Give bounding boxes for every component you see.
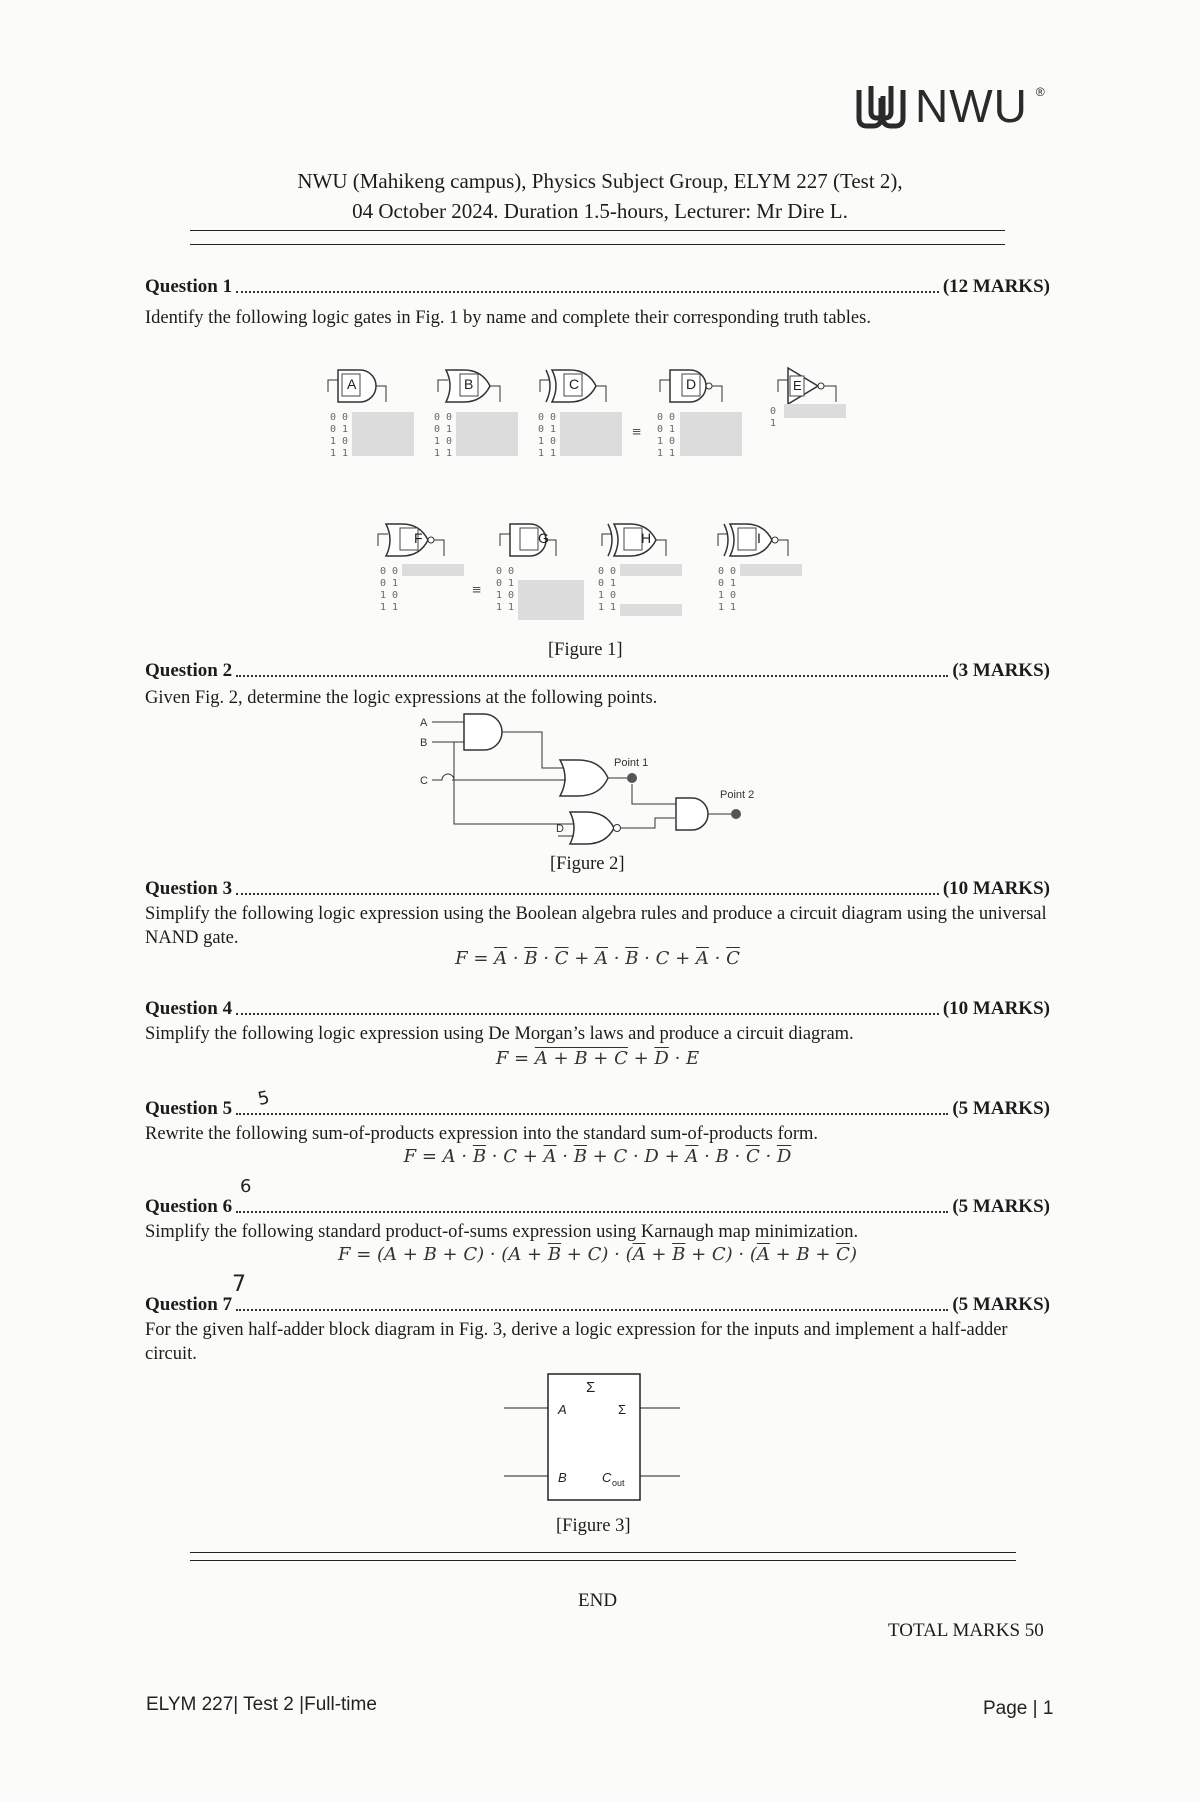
question-4-title: Question 4 [145, 998, 233, 1019]
truth-table-d-inputs: 0 0 0 1 1 0 1 1 [657, 412, 676, 459]
question-3-title: Question 3 [145, 878, 233, 899]
truth-table-e-inputs: 0 1 [770, 406, 777, 429]
question-6-marks: (5 MARKS) [952, 1196, 1050, 1217]
gate-d-label: D [686, 376, 697, 392]
question-4-marks: (10 MARKS) [942, 998, 1050, 1019]
header-rule-top [190, 230, 1005, 231]
input-a-label: A [420, 717, 428, 729]
truth-table-a-answer-area [352, 412, 414, 456]
end-rule-bottom [190, 1560, 1016, 1561]
question-4-heading [145, 998, 1050, 1020]
question-5-text: Rewrite the following sum-of-products expression into the standard sum-of-products form. [145, 1124, 819, 1144]
equivalence-symbol-c-d: ≡ [632, 424, 642, 441]
end-text: END [578, 1590, 618, 1611]
logo-text: NWU [915, 80, 1028, 132]
truth-table-i-inputs: 0 0 0 1 1 0 1 1 [718, 566, 737, 613]
truth-table-b-inputs: 0 0 0 1 1 0 1 1 [434, 412, 453, 459]
truth-table-h-answer-area [620, 564, 682, 576]
dot-leader [236, 1309, 948, 1311]
equivalence-symbol-f-g: ≡ [472, 582, 482, 599]
question-4-formula: $F = A + B + C + \overline{D} \cdot E$ [495, 1048, 700, 1069]
truth-table-d-answer-area [680, 412, 742, 456]
exam-header-line-2: 04 October 2024. Duration 1.5-hours, Lecturer: Mr Dire L. [352, 199, 848, 223]
point-1-label: Point 1 [614, 757, 649, 769]
question-7-title: Question 7 [145, 1294, 233, 1315]
question-2-text: Given Fig. 2, determine the logic expressions at the following points. [145, 688, 658, 708]
total-marks: TOTAL MARKS 50 [888, 1620, 1044, 1641]
input-a-label: A [558, 1402, 567, 1417]
figure-3-caption: [Figure 3] [556, 1516, 631, 1536]
truth-table-c-inputs: 0 0 0 1 1 0 1 1 [538, 412, 557, 459]
question-3-heading [145, 878, 1050, 900]
gate-e-label: E [793, 378, 802, 393]
question-1-heading [145, 276, 1050, 298]
truth-table-a-inputs: 0 0 0 1 1 0 1 1 [330, 412, 349, 459]
dot-leader [236, 1113, 948, 1115]
header-rule-bottom [190, 244, 1005, 245]
truth-table-h-answer-area-2 [620, 604, 682, 616]
footer-page-number: Page | 1 [983, 1698, 1054, 1719]
and-gate-1 [464, 714, 502, 750]
question-3-marks: (10 MARKS) [942, 878, 1050, 899]
gate-g-label: G [538, 530, 549, 546]
question-5-title: Question 5 [145, 1098, 233, 1119]
question-2-title: Question 2 [145, 660, 233, 681]
point-2-marker [731, 809, 741, 819]
gate-f-symbol [378, 524, 444, 556]
nwu-emblem-icon [855, 82, 907, 130]
truth-table-h-inputs: 0 0 0 1 1 0 1 1 [598, 566, 617, 613]
footer-course: ELYM 227| Test 2 |Full-time [146, 1694, 377, 1715]
registered-mark: ® [1035, 85, 1045, 99]
truth-table-g-answer-area [518, 580, 584, 620]
question-6-formula: $F = (A + B + C) \cdot (A + \overline{B} + C) \cdot (\overline{A} + \overline{B} + C) \cdot (\overline{A} + B + \overline{C})$ [338, 1244, 857, 1265]
question-5-formula: $F = A \cdot \overline{B} \cdot C + \overline{A} \cdot \overline{B} + C \cdot D + \overline{A} \cdot B \cdot \overline{C} \cdot \overline{D}$ [403, 1146, 792, 1167]
figure-1-caption: [Figure 1] [548, 640, 623, 660]
question-1-text: Identify the following logic gates in Fig. 1 by name and complete their corresponding truth tables. [145, 308, 871, 328]
handwritten-5: 5 [255, 1087, 272, 1110]
gate-c-label: C [569, 376, 580, 392]
gate-f-label: F [414, 530, 423, 546]
input-b-label: B [420, 737, 428, 749]
gate-e-symbol [778, 368, 836, 404]
question-3-text: Simplify the following logic expression using the Boolean algebra rules and produce a circuit diagram using the universal NAND gate. [145, 904, 1047, 948]
gate-a-symbol [328, 370, 386, 402]
question-2-heading [145, 660, 1050, 682]
question-6-heading [145, 1196, 1050, 1218]
figure-3-half-adder [500, 1368, 700, 1508]
question-7-text: For the given half-adder block diagram in Fig. 3, derive a logic expression for the inputs and implement a half-adder circuit. [145, 1320, 1008, 1364]
question-1-marks: (12 MARKS) [942, 276, 1050, 297]
dot-leader [236, 893, 939, 895]
question-2-marks: (3 MARKS) [952, 660, 1050, 681]
gate-a-label: A [347, 376, 357, 392]
end-rule-top [190, 1552, 1016, 1553]
truth-table-f-inputs: 0 0 0 1 1 0 1 1 [380, 566, 399, 613]
truth-table-c-answer-area [560, 412, 622, 456]
question-6-text: Simplify the following standard product-of-sums expression using Karnaugh map minimization. [145, 1222, 859, 1242]
sigma-top-label: Σ [586, 1379, 596, 1396]
gate-i-label: I [757, 530, 761, 546]
question-7-heading [145, 1294, 1050, 1316]
point-1-marker [627, 773, 637, 783]
gate-h-label: H [641, 530, 652, 546]
input-c-label: C [420, 775, 428, 787]
input-b-label: B [558, 1470, 567, 1485]
truth-table-b-answer-area [456, 412, 518, 456]
figure-2-circuit [410, 710, 780, 850]
question-3-formula: $F = \overline{A} \cdot \overline{B} \cdot \overline{C} + \overline{A} \cdot \overline{B} \cdot C + \overline{A} \cdot \overline{C}$ [455, 948, 740, 969]
question-5-heading [145, 1098, 1050, 1120]
or-gate [560, 760, 608, 796]
exam-header-line-1: NWU (Mahikeng campus), Physics Subject Group, ELYM 227 (Test 2), [297, 169, 903, 193]
question-6-title: Question 6 [145, 1196, 233, 1217]
gate-h-symbol [602, 524, 666, 556]
dot-leader [236, 1013, 939, 1015]
truth-table-f-answer-area [402, 564, 464, 576]
truth-table-e-answer-area [784, 404, 846, 418]
handwritten-6: 6 [240, 1176, 252, 1197]
handwritten-7: 7 [232, 1272, 246, 1297]
question-7-marks: (5 MARKS) [952, 1294, 1050, 1315]
nwu-logo [855, 78, 1045, 134]
cout-subscript: out [612, 1478, 625, 1488]
figure-2-caption: [Figure 2] [550, 854, 625, 874]
truth-table-i-answer-area [740, 564, 802, 576]
sum-output-label: Σ [618, 1402, 627, 1417]
truth-table-g-inputs: 0 0 0 1 1 0 1 1 [496, 566, 515, 613]
question-5-marks: (5 MARKS) [952, 1098, 1050, 1119]
gate-b-label: B [464, 376, 474, 392]
cout-output-label: C [602, 1470, 612, 1485]
gate-i-symbol [718, 524, 788, 556]
nor-gate [570, 812, 614, 844]
point-2-label: Point 2 [720, 789, 755, 801]
dot-leader [236, 291, 939, 293]
dot-leader [236, 675, 948, 677]
dot-leader [236, 1211, 948, 1213]
question-1-title: Question 1 [145, 276, 233, 297]
question-4-text: Simplify the following logic expression using De Morgan’s laws and produce a circuit diagram. [145, 1024, 854, 1044]
and-gate-2 [676, 798, 708, 830]
input-d-label: D [556, 823, 564, 835]
